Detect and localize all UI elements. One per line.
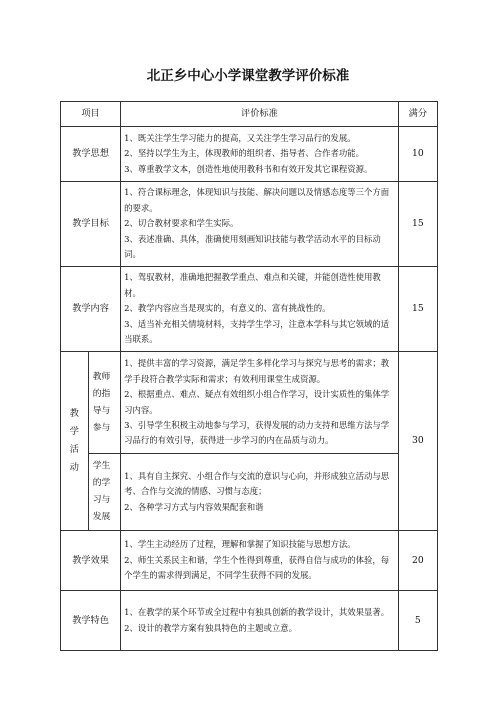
table-row: [61, 531, 438, 591]
evaluation-table: [60, 101, 438, 651]
activity-group-label: 教 学 活 动: [61, 352, 89, 531]
table-row: [61, 352, 438, 454]
criteria-line: 1、既关注学生学习能力的提高，又关注学生学习品行的发展。: [124, 132, 356, 143]
criteria-line: 1、符合课标理念，体现知识与技能、解决问题以及情感态度等三个方面的要求。: [124, 187, 390, 213]
table-row: [61, 591, 438, 651]
criteria-line: 3、尊重教学文本，创造性地使用教科书和有效开发其它课程资源。: [124, 163, 373, 174]
criteria-line: 3、表述准确、具体，准确使用刻画知识技能与教学活动水平的目标动词。: [124, 233, 381, 260]
criteria-line: 2、师生关系民主和谐，学生个性得到尊重，获得自信与成功的体验，每个学生的需求得到满足，不同学生获得不同的发展。: [124, 554, 390, 581]
row-score: 20: [398, 531, 437, 591]
criteria-line: 2、根据重点、难点、疑点有效组织小组合作学习，设计实质性的集体学习内容。: [124, 389, 390, 415]
criteria-line: 3、引导学生积极主动地参与学习，获得发展的动力支持和思维方法与学习品行的有效引导，获得进一步学习的内在品质与动力。: [124, 419, 390, 446]
table-row: [61, 267, 438, 352]
criteria-line: 1、提供丰富的学习资源，满足学生多样化学习与探究与思考的需求；教学手段符合教学实际和需求；有效利用课堂生成资源。: [124, 358, 390, 384]
row-criteria: [121, 454, 399, 531]
criteria-line: 1、在教学的某个环节或全过程中有独具创新的教学设计，其效果显著。: [124, 607, 390, 618]
row-item: 教学效果: [61, 531, 121, 591]
table-row: [61, 454, 438, 531]
row-score: 10: [398, 127, 437, 182]
header-item: 项目: [61, 102, 121, 127]
row-item: 教学内容: [61, 267, 121, 352]
criteria-line: 2、教学内容应当是现实的，有意义的、富有挑战性的。: [124, 303, 331, 314]
criteria-line: 1、学生主动经历了过程，理解和掌握了知识技能与思想方法。: [124, 539, 356, 550]
header-criteria: 评价标准: [121, 102, 399, 127]
table-row: [61, 127, 438, 182]
row-item: 教学目标: [61, 182, 121, 267]
criteria-line: 2、坚持以学生为主，体现教师的组织者、指导者、合作者功能。: [124, 148, 364, 159]
page-title: 北正乡中心小学课堂教学评价标准: [146, 68, 350, 84]
row-criteria: [121, 531, 399, 591]
row-criteria: [121, 127, 399, 182]
row-score: 30: [398, 352, 437, 531]
criteria-line: 2、各种学习方式与内容效果配套和谐: [124, 501, 264, 512]
row-score: 5: [398, 591, 437, 651]
row-criteria: [121, 591, 399, 651]
row-criteria: [121, 267, 399, 352]
criteria-line: 1、驾驭教材，准确地把握教学重点、难点和关键，并能创造性使用教材。: [124, 272, 381, 298]
table-header-row: [61, 102, 438, 127]
criteria-line: 1、具有自主探究、小组合作与交流的意识与心向，并形成独立活动与思考、合作与交流的情感、习惯与态度；: [124, 470, 390, 497]
teacher-guidance-label: 教师 的指 导与 参与: [88, 352, 120, 454]
header-score: 满分: [398, 102, 437, 127]
row-criteria: [121, 352, 399, 454]
row-criteria: [121, 182, 399, 267]
criteria-line: 2、切合教材要求和学生实际。: [124, 218, 239, 229]
row-item: 教学思想: [61, 127, 121, 182]
criteria-line: 2、设计的教学方案有独具特色的主题或立意。: [124, 622, 297, 633]
row-score: 15: [398, 182, 437, 267]
table-row: [61, 182, 438, 267]
student-learning-label: 学生 的学 习与 发展: [88, 454, 120, 531]
criteria-line: 3、适当补充相关情境材料，支持学生学习，注意本学科与其它领域的适当联系。: [124, 318, 390, 345]
row-score: 15: [398, 267, 437, 352]
row-item: 教学特色: [61, 591, 121, 651]
